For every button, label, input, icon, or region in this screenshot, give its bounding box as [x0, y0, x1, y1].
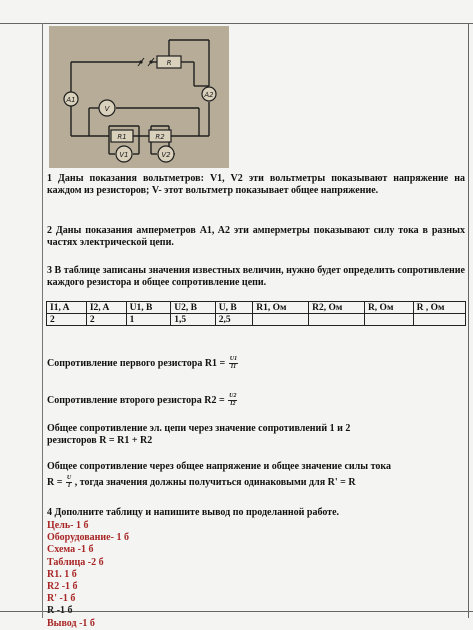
list-item: R1. 1 б [47, 568, 77, 580]
fraction-numerator: U [66, 475, 72, 481]
fraction-numerator: U2 [229, 393, 237, 399]
formula-r1-text: Сопротивление первого резистора [47, 357, 203, 369]
table-header-cell: I1, A [47, 302, 87, 314]
table-cell [253, 314, 309, 326]
table-cell: 2,5 [215, 314, 252, 326]
fraction-numerator: U1 [229, 356, 238, 362]
table-header-cell: R, Ом [364, 302, 413, 314]
fraction-denominator: I2 [230, 401, 236, 407]
document-page [42, 23, 470, 629]
formula-total-lhs: R = [47, 476, 63, 488]
table-header-cell: U, B [215, 302, 252, 314]
formula-total-fraction [66, 475, 72, 490]
ammeter-a1-label: A1 [66, 96, 76, 104]
list-item: Цель- 1 б [47, 520, 89, 531]
table-header-cell: U1, B [126, 302, 171, 314]
voltmeter-v2-label: V2 [161, 151, 171, 159]
circuit-photo [49, 26, 229, 168]
formula-r2-text: Сопротивление второго резистора [47, 394, 202, 406]
voltmeter-label: V [104, 105, 110, 113]
table-header-cell: R2, Ом [309, 302, 365, 314]
measurements-table [46, 301, 466, 326]
formula-r2-fraction [228, 393, 237, 408]
resistor-r1-label: R1 [117, 133, 127, 141]
formula-r1 [47, 356, 238, 371]
resistor-r2-label: R2 [155, 133, 165, 141]
grading-list [47, 520, 129, 630]
table-cell [309, 314, 365, 326]
ammeter-a2-label: A2 [204, 91, 214, 99]
paragraph-ammeters: 2 Даны показания амперметров A1, A2 эти амперметры показывают силу тока в разных частях электрической цепи. [47, 225, 465, 248]
formula-total-tail: , тогда значения должны получиться одинаковыми для R' = R [74, 476, 356, 488]
table-row [47, 314, 466, 326]
formula-total-ohm-line2 [47, 475, 356, 490]
table-header-row [47, 302, 466, 314]
circuit-diagram [49, 26, 229, 168]
voltmeter-v1-label: V1 [119, 151, 129, 159]
list-item: R -1 б [47, 605, 73, 617]
list-item: R2 -1 б [47, 581, 78, 593]
table-cell: 2 [86, 314, 126, 326]
table-cell [364, 314, 413, 326]
table-header-cell: R1, Ом [253, 302, 309, 314]
list-item: Схема -1 б [47, 544, 94, 556]
formula-r2 [47, 393, 237, 408]
fraction-denominator: I [67, 483, 71, 489]
table-cell: 2 [47, 314, 87, 326]
table-header-cell: I2, A [86, 302, 126, 314]
fraction-denominator: I1 [230, 364, 237, 370]
list-item: Оборудование- 1 б [47, 532, 129, 544]
table-header-cell: R , Ом [413, 302, 465, 314]
formula-total-series-line1: Общее сопротивление эл. цепи через значение сопротивлений 1 и 2 [47, 423, 351, 434]
table-header-cell: U2, B [171, 302, 216, 314]
paragraph-task: 4 Дополните таблицу и напишите вывод по проделанной работе. [47, 507, 340, 518]
formula-total-ohm-line1: Общее сопротивление через общее напряжение и общее значение силы тока [47, 461, 391, 472]
formula-total-series-line2: резисторов R = R1 + R2 [47, 435, 153, 446]
rheostat-label: R [166, 59, 172, 67]
formula-r2-lhs: R2 = [204, 394, 225, 406]
paragraph-voltmeters: 1 Даны показания вольтметров: V1, V2 эти вольтметры показывают напряжение на каждом из резисторов; V- этот вольтметр показывает общее напряжение. [47, 173, 465, 196]
list-item: Таблица -2 б [47, 556, 104, 568]
formula-r1-lhs: R1 = [204, 357, 226, 369]
table-cell: 1 [126, 314, 171, 326]
list-item: R' -1 б [47, 593, 76, 605]
paragraph-table-intro: 3 В таблице записаны значения известных величин, нужно будет определить сопротивление каждого резистора и общее сопротивление цепи. [47, 265, 465, 288]
list-item: Вывод -1 б [47, 617, 95, 629]
table-cell: 1,5 [171, 314, 216, 326]
table-cell [413, 314, 465, 326]
formula-r1-fraction [229, 356, 238, 371]
